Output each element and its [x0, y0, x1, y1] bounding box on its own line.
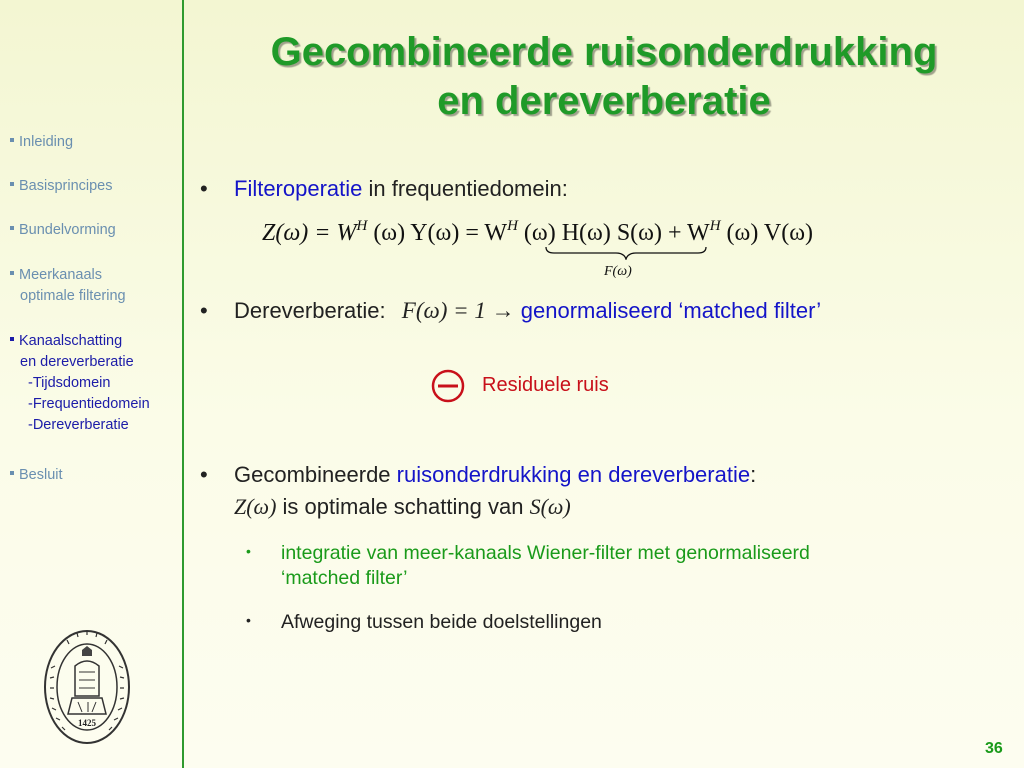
- bullet-dereverberatie: • Dereverberatie: F(ω) = 1 → genormaliseerd ‘matched filter’: [200, 298, 822, 323]
- square-bullet-icon: [10, 226, 14, 230]
- bullet-dot-icon: •: [246, 612, 251, 628]
- square-bullet-icon: [10, 138, 14, 142]
- sidebar-divider: [182, 0, 184, 768]
- sidebar-item-kanaalschatting[interactable]: Kanaalschatting en dereverberatie -Tijdsdomein -Frequentiedomein -Dereverberatie: [10, 331, 150, 436]
- university-seal-logo: [42, 628, 132, 746]
- minus-circle-icon: [431, 369, 465, 403]
- svg-text:1425: 1425: [78, 718, 96, 728]
- sidebar-item-inleiding[interactable]: Inleiding: [10, 132, 73, 153]
- sidebar-subitem-dereverberatie[interactable]: -Dereverberatie: [28, 417, 129, 433]
- square-bullet-icon: [10, 337, 14, 341]
- sub-bullet-integratie: • integratie van meer-kanaals Wiener-filter met genormaliseerd ‘matched filter’: [246, 542, 810, 589]
- sidebar-subitem-frequentiedomein[interactable]: -Frequentiedomein: [28, 396, 150, 412]
- square-bullet-icon: [10, 471, 14, 475]
- bullet-dot-icon: •: [200, 176, 208, 201]
- underbrace-label: F(ω): [604, 264, 632, 279]
- square-bullet-icon: [10, 271, 14, 275]
- sidebar-item-meerkanaals[interactable]: Meerkanaals optimale filtering: [10, 265, 126, 307]
- underbrace-icon: [545, 246, 707, 260]
- bullet-filteroperatie: • Filteroperatie in frequentiedomein:: [200, 176, 568, 201]
- sub-bullet-afweging: • Afweging tussen beide doelstellingen: [246, 611, 602, 633]
- equation-filteroperatie: $Z(\omega) = W^H$ (ω) $Y(\omega) = W^H$ (ω) H(ω) $S(\omega) + W^H$ (ω) V(ω): [262, 218, 814, 246]
- residual-noise-label: Residuele ruis: [482, 374, 609, 396]
- square-bullet-icon: [10, 182, 14, 186]
- bullet-dot-icon: •: [200, 298, 208, 323]
- slide-title: Gecombineerde ruisonderdrukking en dereverberatie: [270, 30, 938, 123]
- bullet-dot-icon: •: [200, 462, 208, 487]
- bullet-gecombineerde-line2: Z(ω) is optimale schatting van S(ω): [234, 494, 571, 519]
- bullet-dot-icon: •: [246, 543, 251, 559]
- page-number: 36: [985, 740, 1003, 757]
- sidebar-item-besluit[interactable]: Besluit: [10, 465, 63, 486]
- sidebar-subitem-tijdsdomein[interactable]: -Tijdsdomein: [28, 375, 111, 391]
- bullet-gecombineerde: • Gecombineerde ruisonderdrukking en dereverberatie:: [200, 462, 757, 487]
- sidebar-item-bundelvorming[interactable]: Bundelvorming: [10, 220, 116, 241]
- sidebar-item-basisprincipes[interactable]: Basisprincipes: [10, 176, 113, 197]
